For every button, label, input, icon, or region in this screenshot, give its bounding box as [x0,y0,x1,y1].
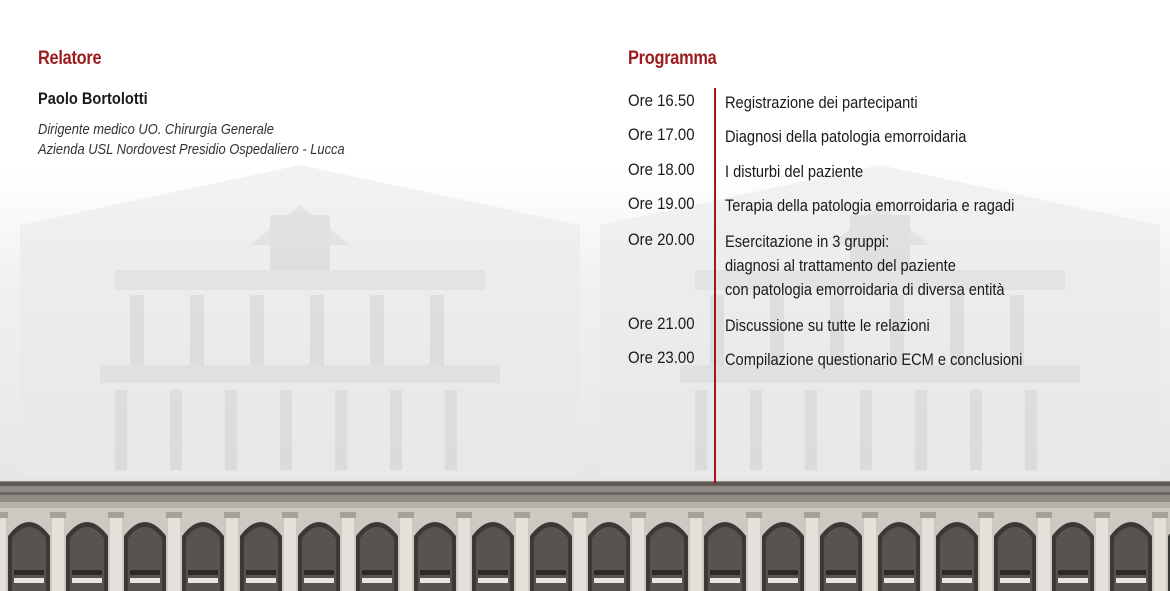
program-item-line: Diagnosi della patologia emorroidaria [725,127,967,146]
speaker-affiliation-line: Azienda USL Nordovest Presidio Ospedaliero - Lucca [38,141,345,158]
program-section-title: Programma [628,48,717,69]
program-item-description [725,125,966,149]
program-item-time: Ore 18.00 [628,160,695,179]
speaker-name: Paolo Bortolotti [38,89,148,108]
program-item-description [725,194,1014,218]
program-item-line: Esercitazione in 3 gruppi: [725,232,890,251]
program-item-time: Ore 19.00 [628,194,695,213]
speaker-panel [38,0,558,591]
program-item-description [725,160,863,184]
program-item-time: Ore 17.00 [628,125,695,144]
program-item-description [725,314,930,338]
program-item-line: I disturbi del paziente [725,162,864,181]
program-item-description [725,230,1005,302]
program-item-line: diagnosi al trattamento del paziente [725,256,956,275]
program-item-time: Ore 21.00 [628,314,695,333]
program-item-line: Compilazione questionario ECM e conclusioni [725,350,1023,369]
program-item-description [725,348,1022,372]
program-timeline-divider [714,88,716,484]
program-item-line: con patologia emorroidaria di diversa entità [725,280,1005,299]
program-item-line: Discussione su tutte le relazioni [725,316,930,335]
speaker-role-line: Dirigente medico UO. Chirurgia Generale [38,121,274,138]
speaker-section-title: Relatore [38,48,102,69]
program-item-time: Ore 20.00 [628,230,695,249]
program-item-line: Terapia della patologia emorroidaria e ragadi [725,196,1015,215]
program-item-time: Ore 23.00 [628,348,695,367]
program-item-line: Registrazione dei partecipanti [725,93,918,112]
program-item-description [725,91,918,115]
program-item-time: Ore 16.50 [628,91,695,110]
